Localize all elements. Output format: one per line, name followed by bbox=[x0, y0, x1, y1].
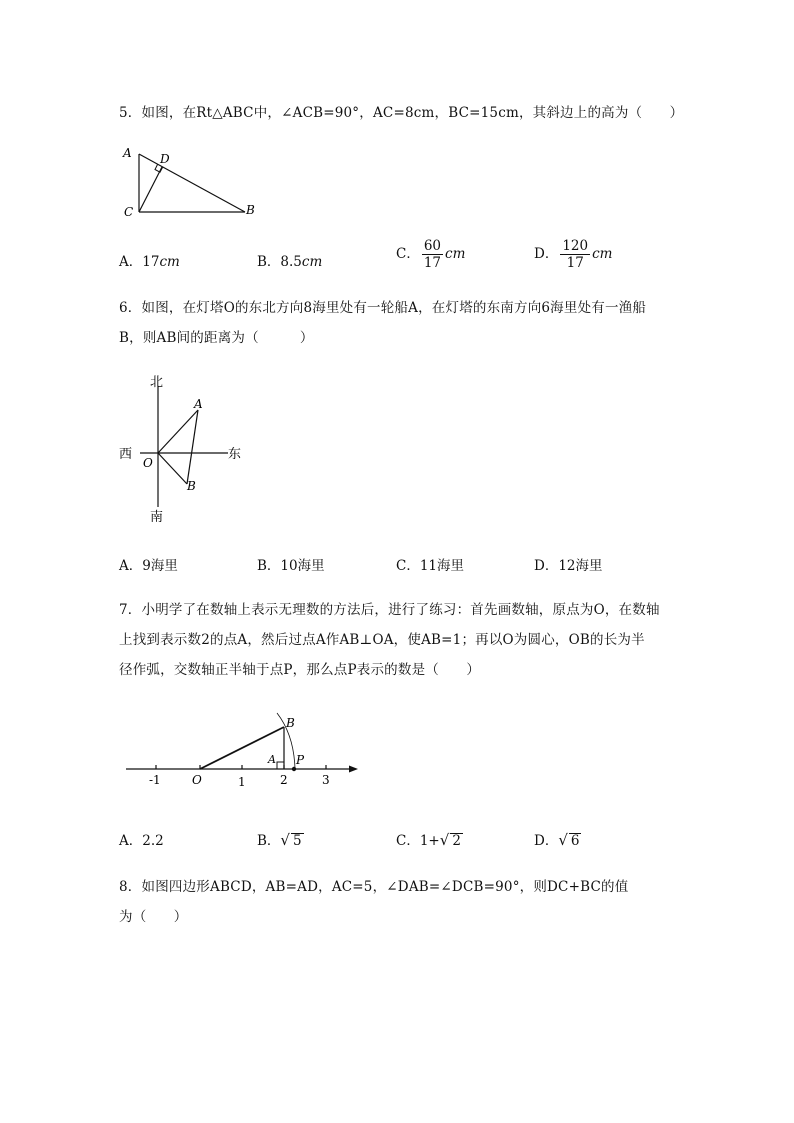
q7-label-b: B bbox=[286, 716, 295, 730]
q7-option-b-radical-icon: √ bbox=[280, 831, 290, 849]
q6-option-a[interactable]: A．9海里 bbox=[119, 558, 178, 574]
q5-label-a: A bbox=[123, 146, 132, 160]
q7-option-a[interactable]: A．2.2 bbox=[119, 833, 164, 849]
q7-tick-2: 2 bbox=[280, 773, 288, 787]
q7-tick-1: 1 bbox=[238, 775, 246, 789]
q5-label-d: D bbox=[160, 152, 170, 166]
q6-label-south: 南 bbox=[150, 510, 164, 525]
q7-prompt-line3: 径作弧，交数轴正半轴于点P，那么点P表示的数是（ ） bbox=[119, 662, 481, 678]
q6-label-b: B bbox=[187, 479, 196, 493]
q7-option-b[interactable]: B．√ 5 bbox=[257, 831, 302, 849]
q6-compass-figure bbox=[116, 372, 251, 527]
q5-label-c: C bbox=[124, 205, 134, 219]
q7-tick-3: 3 bbox=[322, 773, 330, 787]
q7-prompt bbox=[119, 595, 679, 685]
q7-label-p: P bbox=[296, 753, 305, 767]
q6-prompt bbox=[119, 293, 679, 353]
q6-prompt-line1: 6．如图，在灯塔O的东北方向8海里处有一轮船A，在灯塔的东南方向6海里处有一渔船 bbox=[119, 300, 647, 316]
q7-tick-neg1: -1 bbox=[149, 773, 161, 787]
q6-option-c[interactable]: C．11海里 bbox=[396, 558, 465, 574]
q6-prompt-line2: B，则AB间的距离为（ ） bbox=[119, 330, 314, 346]
q6-label-east: 东 bbox=[228, 447, 242, 462]
q7-label-o: O bbox=[192, 773, 202, 787]
q5-option-c-fraction: $\frac{60}{17}$ bbox=[423, 238, 442, 271]
q5-label-b: B bbox=[246, 203, 255, 217]
q7-option-d[interactable]: D．√ 6 bbox=[534, 831, 580, 849]
q5-triangle-figure bbox=[118, 142, 268, 224]
q7-option-d-radical-icon: √ bbox=[558, 831, 568, 849]
q8-prompt bbox=[119, 872, 679, 932]
q5-option-c[interactable]: C． $\frac{60}{17}$ cm bbox=[396, 238, 466, 271]
q5-option-d-fraction: $\frac{120}{17}$ bbox=[562, 238, 589, 271]
q6-option-d[interactable]: D．12海里 bbox=[534, 558, 603, 574]
q7-prompt-line1: 7．小明学了在数轴上表示无理数的方法后，进行了练习：首先画数轴，原点为O，在数轴 bbox=[119, 602, 660, 618]
q6-label-north: 北 bbox=[150, 375, 164, 390]
q5-prompt: 5．如图，在Rt△ABC中，∠ACB=90°，AC=8cm，BC=15cm，其斜边上的高为（ ） bbox=[119, 105, 684, 121]
q5-option-b[interactable]: B．8.5cm bbox=[257, 254, 323, 270]
q7-number-line-figure bbox=[120, 705, 365, 795]
q7-label-a: A bbox=[268, 753, 276, 766]
q8-prompt-line1: 8．如图四边形ABCD，AB=AD，AC=5，∠DAB=∠DCB=90°，则DC+BC的值 bbox=[119, 879, 629, 895]
q6-option-b[interactable]: B．10海里 bbox=[257, 558, 325, 574]
q6-label-o: O bbox=[143, 456, 153, 470]
q6-label-a: A bbox=[194, 397, 203, 411]
q5-option-d[interactable]: D． $\frac{120}{17}$ cm bbox=[534, 238, 613, 271]
q6-label-west: 西 bbox=[119, 447, 133, 462]
q8-prompt-line2: 为（ ） bbox=[119, 909, 188, 925]
q5-option-a[interactable]: A．17cm bbox=[119, 254, 180, 270]
q7-option-c-radical-icon: √ bbox=[439, 831, 450, 849]
q7-option-c[interactable]: C．1+√ 2 bbox=[396, 831, 461, 849]
q7-prompt-line2: 上找到表示数2的点A，然后过点A作AB⊥OA，使AB=1；再以O为圆心，OB的长为半 bbox=[119, 632, 645, 648]
